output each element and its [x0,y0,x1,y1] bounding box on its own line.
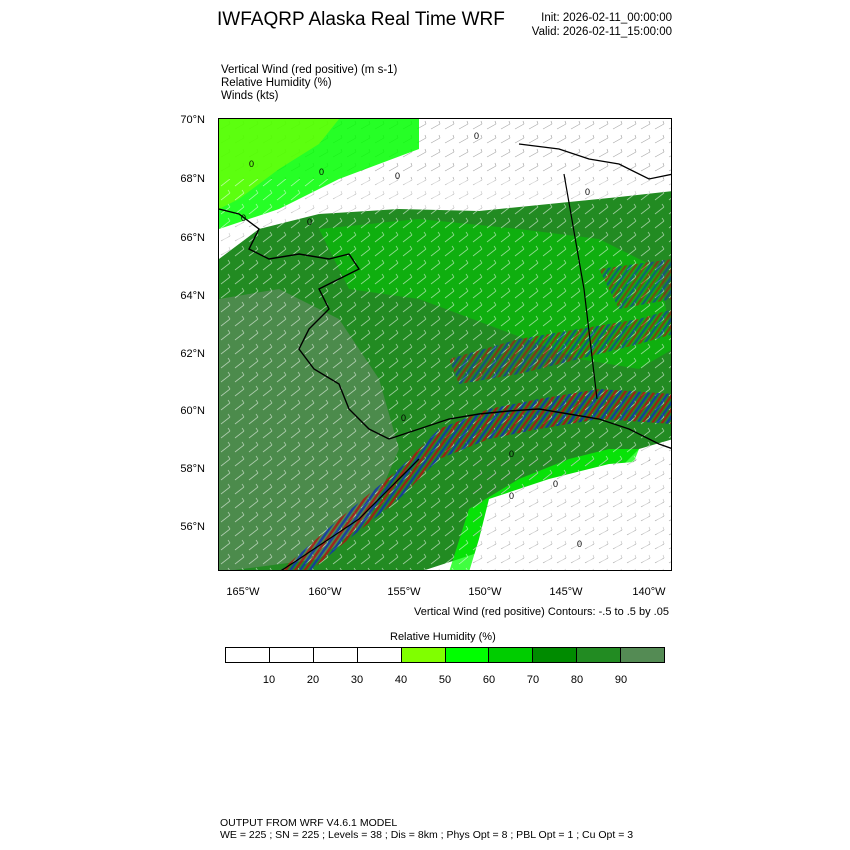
lat-label-62: 62°N [180,348,205,360]
lat-label-58: 58°N [180,463,205,475]
contour-label: 0 [553,479,559,489]
contour-label: 0 [577,539,583,549]
lat-label-68: 68°N [180,173,205,185]
colorbar-label: 90 [614,674,628,686]
colorbar-bin [270,648,314,662]
colorbar-label: 50 [438,674,452,686]
lat-label-64: 64°N [180,290,205,302]
colorbar-bin [533,648,577,662]
contour-label: 0 [249,159,255,169]
contour-label: 0 [509,491,515,501]
contour-label: 0 [395,171,401,181]
colorbar-label: 10 [262,674,276,686]
lat-label-56: 56°N [180,521,205,533]
contour-note: Vertical Wind (red positive) Contours: -.5 to .5 by .05 [414,606,669,618]
contour-label: 0 [241,213,247,223]
colorbar [225,647,665,663]
colorbar-bin [314,648,358,662]
lon-label-155: 155°W [387,586,421,598]
colorbar-label: 80 [570,674,584,686]
colorbar-bin [621,648,664,662]
colorbar-label: 40 [394,674,408,686]
colorbar-label: 30 [350,674,364,686]
contour-label: 0 [307,217,313,227]
colorbar-label: 60 [482,674,496,686]
contour-label: 0 [509,449,515,459]
plot-title: IWFAQRP Alaska Real Time WRF [217,9,505,30]
colorbar-label: 70 [526,674,540,686]
colorbar-bin [226,648,270,662]
colorbar-bin [402,648,446,662]
footer-config: WE = 225 ; SN = 225 ; Levels = 38 ; Dis = 8km ; Phys Opt = 8 ; PBL Opt = 1 ; Cu Opt = 3 [220,829,634,841]
footer-model: OUTPUT FROM WRF V4.6.1 MODEL [220,817,398,829]
lat-label-70: 70°N [180,114,205,126]
colorbar-bin [577,648,621,662]
colorbar-bin [358,648,402,662]
lon-label-165: 165°W [226,586,260,598]
valid-time: Valid: 2026-02-11_15:00:00 [531,26,672,38]
colorbar-label: 20 [306,674,320,686]
init-time: Init: 2026-02-11_00:00:00 [541,12,672,24]
map-canvas [219,119,672,571]
lon-label-160: 160°W [308,586,342,598]
lat-label-60: 60°N [180,405,205,417]
contour-label: 0 [401,413,407,423]
lon-label-150: 150°W [468,586,502,598]
map-panel [218,118,672,571]
contour-label: 0 [585,187,591,197]
field-label-relative-humidity: Relative Humidity (%) [221,77,332,89]
lon-label-145: 145°W [549,586,583,598]
contour-label: 0 [474,131,480,141]
lon-label-140: 140°W [632,586,666,598]
field-label-winds: Winds (kts) [221,90,279,102]
contour-label: 0 [319,167,325,177]
colorbar-bin [489,648,533,662]
lat-label-66: 66°N [180,232,205,244]
field-label-vertical-wind: Vertical Wind (red positive) (m s-1) [221,64,398,76]
colorbar-bin [446,648,490,662]
colorbar-title: Relative Humidity (%) [390,631,496,643]
